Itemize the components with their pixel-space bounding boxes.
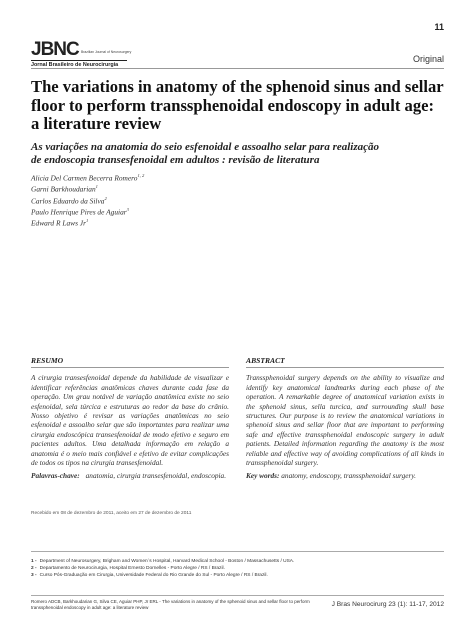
affiliation: 2 - Departamento de Neurocirurgia, Hospital Ernesto Dornelles - Porto Alegre / RS / Brazil. <box>31 566 225 572</box>
affiliation: 3 - Curso Pós-Graduação em Cirurgia, Universidade Federal do Rio Grande do Sul - Porto Alegre / RS / Brazil. <box>31 573 268 579</box>
keywords-value: anatomy, endoscopy, transsphenoidal surgery. <box>281 471 416 481</box>
footer-divider <box>31 595 444 596</box>
journal-logo <box>31 39 132 68</box>
affiliations-divider <box>31 551 444 552</box>
author: Carlos Eduardo da Silva$^2$ <box>31 195 107 205</box>
author: Garni Barkhoudarian$^1$ <box>31 184 98 194</box>
abstract-section <box>246 356 444 481</box>
keywords-label: Key words: <box>246 471 280 481</box>
received-date: Recebido em 08 de dezembro de 2011, aceito em 27 de dezembro de 2011 <box>31 511 192 516</box>
section-label: Original <box>412 54 444 64</box>
author: Paulo Henrique Pires de Aguiar$^3$ <box>31 206 129 217</box>
subtitle-line-1: As variações na anatomia do seio esfenoidal e assoalho selar para realização <box>31 141 380 153</box>
resumo-keywords <box>31 471 229 480</box>
subtitle-line-2: de endoscopia transesfenoidal em adultos : revisão de literatura <box>31 153 320 166</box>
header-divider <box>31 68 444 69</box>
keywords-label: Palavras-chave: <box>31 471 80 481</box>
article-title: The variations in anatomy of the sphenoid sinus and sellar floor to perform transsphenoidal endoscopy in adult age: a literature review <box>31 77 444 133</box>
resumo-body: A cirurgia transesfenoidal depende da habilidade de visualizar e identificar referências anatômicas chaves durante cada fase da operação. Um grau notável de variação anatômica existe no seio esfenoidal, sela túrcica e estruturas ao redor da base do crânio. Nosso objetivo é revisar as variações anatômicas no seio esfenoidal e assoalho selar que são importantes para realizar uma cirurgia endoscópica transesfenoidal de modo efetivo e seguro em pacientes adultos. Uma detalhada informação em relação a anatomia é o meio mais confiável e efetivo de evitar complicações de todos os tipos na cirurgia transesfenoidal. <box>31 373 229 468</box>
abstract-heading: ABSTRACT <box>246 356 444 368</box>
page-number: 11 <box>434 22 444 32</box>
author: Edward R Laws Jr$^1$ <box>31 218 89 228</box>
logo-tagline: Brazilian Journal of Neurosurgery <box>81 50 132 54</box>
journal-reference: J Bras Neurocirurg 23 (1): 11-17, 2012 <box>331 601 444 608</box>
affiliations <box>31 558 445 580</box>
logo-rule <box>31 60 127 61</box>
keywords-value: anatomia, cirurgia transesfenoidal, endoscopia. <box>85 471 227 481</box>
abstract-body: Transsphenoidal surgery depends on the ability to visualize and identify key anatomical landmarks during each phase of the operation. A remarkable degree of anatomical variation exists in the sphenoid sinus, sella turcica, and surrounding skull base structures. Our purpose is to review the anatomical variations in sphenoid sinus and sellar floor that are important to performing safe and effective transsphenoidal endoscopic surgery in adult patients. Detailed information regarding the anatomy is the most reliable and effective way of avoiding complications of all kinds in transsphenoidal surgery. <box>246 373 444 468</box>
affiliation: 1 - Department of Neurosurgery, Brigham and Women´s Hospital, Harvard Medical School - Boston / Massachusetts / USA. <box>31 559 295 564</box>
article-subtitle <box>31 141 445 166</box>
abstract-keywords <box>246 471 444 480</box>
resumo-section <box>31 356 229 481</box>
resumo-heading: RESUMO <box>31 356 229 368</box>
author-list <box>31 172 331 228</box>
logo-journal-name: Jornal Brasileiro de Neurocirurgia <box>31 62 119 68</box>
citation: Romero ADCB, Barkhoudarian G, Silva CE, Aguiar PHP, Jr ERL - The variations in anatomy of the sphenoid sinus and sellar floor to perform transsphenoidal endoscopy in adult age: a literature review <box>31 599 310 611</box>
logo-abbrev: JBNC <box>31 39 79 60</box>
author: Alicia Del Carmen Becerra Romero$^{1, 2}$ <box>31 173 145 183</box>
